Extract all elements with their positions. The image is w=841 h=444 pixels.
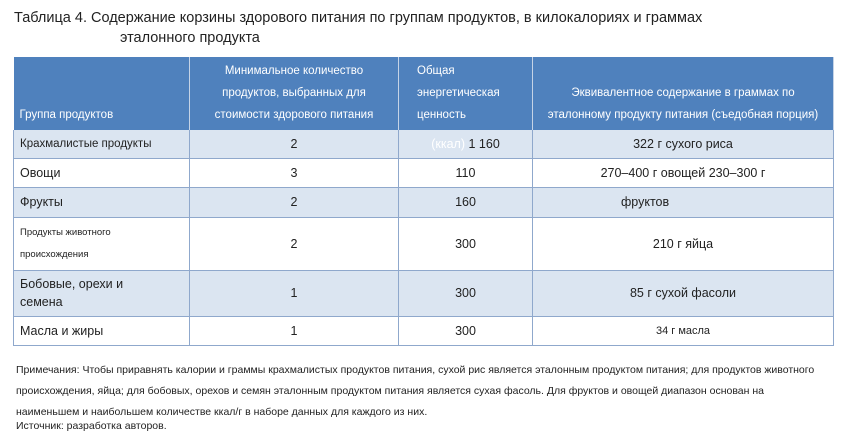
header-group: Группа продуктов: [14, 57, 190, 130]
cell-group: Бобовые, орехи и семена: [14, 270, 190, 316]
cell-min: 2: [190, 187, 399, 217]
table-row: [14, 187, 834, 217]
title-line-2: эталонного продукта: [120, 30, 260, 46]
cell-equiv: 322 г сухого риса: [533, 130, 834, 158]
cell-group: Масла и жиры: [14, 316, 190, 345]
cell-equiv: 85 г сухой фасоли: [533, 270, 834, 316]
title-line-1: Таблица 4. Содержание корзины здорового питания по группам продуктов, в килокалориях и граммах: [14, 10, 703, 26]
table-row: [14, 217, 834, 270]
header-energy: Общая энергетическая ценность: [399, 57, 533, 130]
energy-value: 1 160: [468, 136, 500, 151]
cell-energy: 300: [399, 217, 533, 270]
cell-min: 3: [190, 158, 399, 187]
table-note: Примечания: Чтобы приравнять калории и граммы крахмалистых продуктов питания, сухой рис является эталонным продуктом питания; для продуктов животного происхождения, яйца; для бобовых, орехов и семян эталонным продуктом питания является сухая фасоль. Для фруктов и овощей диапазон основан на наименьшем и наибольшем количестве ккал/г в наборе данных для каждого из них.: [16, 364, 815, 418]
table-row: [14, 270, 834, 316]
cell-equiv: 210 г яйца: [533, 217, 834, 270]
cell-group: Продукты животного происхождения: [14, 217, 190, 270]
cell-min: 2: [190, 217, 399, 270]
cell-equiv: 270–400 г овощей 230–300 г: [533, 158, 834, 187]
cell-equiv: фруктов: [533, 187, 834, 217]
table-title: [14, 8, 774, 48]
table-row: [14, 130, 834, 158]
table-source: Источник: разработка авторов.: [16, 420, 167, 432]
cell-energy: 160: [399, 187, 533, 217]
cell-equiv: 34 г масла: [533, 316, 834, 345]
header-min: Минимальное количество продуктов, выбранных для стоимости здорового питания: [190, 57, 399, 130]
cell-min: 1: [190, 270, 399, 316]
cell-group: Крахмалистые продукты: [14, 130, 190, 158]
food-basket-table: [13, 57, 834, 346]
table-row: [14, 158, 834, 187]
cell-min: 1: [190, 316, 399, 345]
cell-group: Овощи: [14, 158, 190, 187]
cell-energy: [399, 130, 533, 158]
cell-min: 2: [190, 130, 399, 158]
cell-group: Фрукты: [14, 187, 190, 217]
cell-energy: 110: [399, 158, 533, 187]
cell-energy: 300: [399, 270, 533, 316]
cell-energy: 300: [399, 316, 533, 345]
table-row: [14, 316, 834, 345]
kkal-label: (ккал): [431, 136, 466, 151]
header-row: [14, 57, 834, 130]
header-equiv: Эквивалентное содержание в граммах по эталонному продукту питания (съедобная порция): [533, 57, 834, 130]
